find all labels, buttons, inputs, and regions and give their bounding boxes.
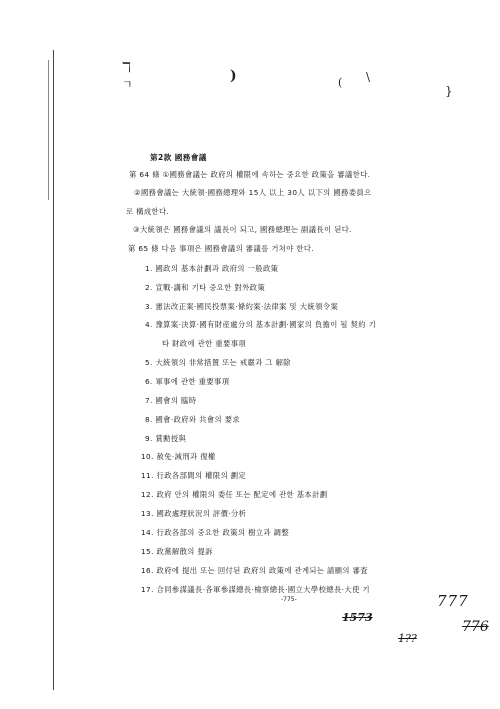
list-item: 15. 政黨解散의 提訴 [141,547,213,556]
handwritten-page-number-old: 776 [462,619,489,635]
list-item: 6. 軍事에 관한 重要事項 [145,377,230,386]
list-item: 9. 賞勳授與 [145,434,187,443]
list-item: 14. 行政各部의 중요한 政策의 樹立과 調整 [141,528,290,537]
list-item: 12. 政府 안의 權限의 委任 또는 配定에 관한 基本計劃 [141,490,328,499]
article-line: 第 65 條 다음 事項은 國務會議의 審議를 거쳐야 한다. [128,244,315,253]
struck-out-number: 1?? [398,632,417,645]
scan-mark: \ [366,70,371,84]
list-item: 8. 國會·政府와 共會의 要求 [145,415,241,424]
article-line: 第 64 條 ①國務會議는 政府의 權限에 속하는 중요한 政策을 審議한다. [129,170,371,179]
binding-margin-line [53,50,54,690]
binding-margin-line-secondary [48,60,49,200]
section-title: 第2款 國務會議 [150,153,207,162]
article-line: ③大統領은 國務會議의 議長이 되고, 國務總理는 副議長이 된다. [133,225,352,234]
article-line: ②國務會議는 大統領·國務總理와 15人 以上 30人 以下의 國務委員으 [134,188,372,197]
scan-mark: ℸ [122,60,132,76]
list-item: 4. 豫算案·決算·國有財産處分의 基本計劃·國家의 負擔이 될 契約 기 [145,320,377,329]
list-item: 5. 大統領의 非常措置 또는 戒嚴과 그 解除 [145,358,291,367]
article-line: 로 構成한다. [126,207,170,216]
scan-mark: ㄱ [122,78,133,91]
list-item: 11. 行政各部間의 權限의 劃定 [141,471,247,480]
list-item: 10. 赦免·減刑과 復權 [141,452,216,461]
scan-mark: ) [230,68,237,84]
list-item: 1. 國政의 基本計劃과 政府의 一般政策 [145,264,279,273]
list-item: 16. 政府에 提出 또는 回付된 政府의 政策에 관계되는 請願의 審査 [141,566,368,575]
handwritten-page-number: 777 [437,592,469,610]
list-item-continuation: 타 財政에 관한 重要事項 [162,339,247,348]
struck-out-number: 1573 [342,611,373,624]
list-item: 13. 國政處理狀況의 評價·分析 [141,509,247,518]
list-item: 7. 國會의 臨時 [145,396,197,405]
list-item: 17. 合同參謀議長·各軍參謀總長·檢察總長·國立大學校總長·大使 기 [141,585,370,594]
list-item: 2. 宣戰·講和 기타 중요한 對外政策 [145,283,266,292]
scan-mark: ( [338,76,343,89]
scan-mark: } [445,84,453,98]
page-number: -775- [281,596,297,603]
list-item: 3. 憲法改正案·國民投票案·條約案·法律案 및 大統領令案 [145,302,339,311]
